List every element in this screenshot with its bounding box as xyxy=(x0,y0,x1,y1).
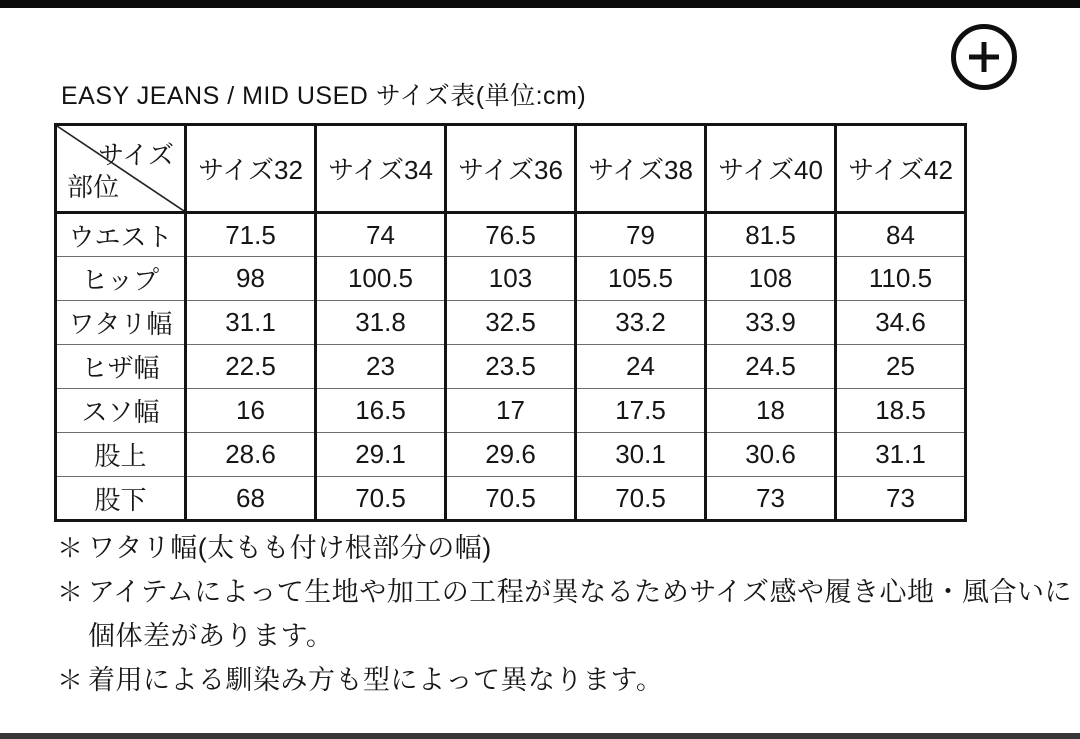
page-title: EASY JEANS / MID USED サイズ表(単位:cm) xyxy=(61,82,587,110)
value-cell: 70.5 xyxy=(446,477,576,521)
value-cell: 105.5 xyxy=(576,257,706,301)
value-cell: 84 xyxy=(836,213,966,257)
value-cell: 33.2 xyxy=(576,301,706,345)
value-cell: 98 xyxy=(186,257,316,301)
value-cell: 79 xyxy=(576,213,706,257)
column-header: サイズ40 xyxy=(706,125,836,213)
row-label: スソ幅 xyxy=(81,397,160,427)
value-cell: 28.6 xyxy=(186,433,316,477)
column-header: サイズ36 xyxy=(446,125,576,213)
table-row xyxy=(56,345,966,389)
value-cell: 29.6 xyxy=(446,433,576,477)
value-cell: 71.5 xyxy=(186,213,316,257)
plus-circle-icon xyxy=(956,29,1012,85)
footnote xyxy=(57,570,1073,658)
value-cell: 31.8 xyxy=(316,301,446,345)
value-cell: 29.1 xyxy=(316,433,446,477)
footnote-line: 着用による馴染み方も型によって異なります。 xyxy=(88,665,664,695)
footnote-asterisk: ＊ xyxy=(57,533,84,563)
table-header-row xyxy=(56,125,966,213)
column-header: サイズ32 xyxy=(186,125,316,213)
size-table xyxy=(54,123,967,522)
footnote-text xyxy=(88,570,1072,658)
footnote-text xyxy=(88,658,663,702)
row-label: ヒザ幅 xyxy=(81,353,160,383)
footnote xyxy=(57,658,1057,702)
footnote-asterisk: ＊ xyxy=(57,577,84,607)
footnote-line: ワタリ幅(太もも付け根部分の幅) xyxy=(88,533,492,563)
value-cell: 25 xyxy=(836,345,966,389)
value-cell: 31.1 xyxy=(186,301,316,345)
value-cell: 30.6 xyxy=(706,433,836,477)
table-corner-cell xyxy=(56,125,186,213)
corner-label-part: 部位 xyxy=(67,172,120,202)
value-cell: 103 xyxy=(446,257,576,301)
table-row xyxy=(56,301,966,345)
row-label: ヒップ xyxy=(81,265,160,295)
column-header: サイズ34 xyxy=(316,125,446,213)
value-cell: 100.5 xyxy=(316,257,446,301)
value-cell: 70.5 xyxy=(316,477,446,521)
row-label: ワタリ幅 xyxy=(68,309,173,339)
row-label: 股下 xyxy=(94,484,147,515)
value-cell: 81.5 xyxy=(706,213,836,257)
footnote-text xyxy=(88,526,492,570)
value-cell: 76.5 xyxy=(446,213,576,257)
letterbox-bottom-bar xyxy=(0,733,1080,739)
value-cell: 108 xyxy=(706,257,836,301)
value-cell: 17 xyxy=(446,389,576,433)
value-cell: 18 xyxy=(706,389,836,433)
value-cell: 18.5 xyxy=(836,389,966,433)
value-cell: 68 xyxy=(186,477,316,521)
expand-image-button[interactable] xyxy=(951,24,1017,90)
table-row xyxy=(56,257,966,301)
value-cell: 16.5 xyxy=(316,389,446,433)
row-label: 股上 xyxy=(94,441,147,471)
corner-label-size: サイズ xyxy=(98,140,174,170)
value-cell: 70.5 xyxy=(576,477,706,521)
footnote-asterisk: ＊ xyxy=(57,665,84,695)
footnote xyxy=(57,526,1057,570)
value-cell: 74 xyxy=(316,213,446,257)
table-row xyxy=(56,477,966,521)
value-cell: 24 xyxy=(576,345,706,389)
column-header: サイズ38 xyxy=(576,125,706,213)
value-cell: 33.9 xyxy=(706,301,836,345)
column-header: サイズ42 xyxy=(836,125,966,213)
table-row xyxy=(56,213,966,257)
value-cell: 22.5 xyxy=(186,345,316,389)
value-cell: 23 xyxy=(316,345,446,389)
value-cell: 34.6 xyxy=(836,301,966,345)
footnote-line: アイテムによって生地や加工の工程が異なるためサイズ感や履き心地・風合いに xyxy=(88,577,1073,607)
footnotes xyxy=(57,526,1073,702)
value-cell: 31.1 xyxy=(836,433,966,477)
table-row xyxy=(56,433,966,477)
value-cell: 73 xyxy=(836,477,966,521)
value-cell: 17.5 xyxy=(576,389,706,433)
value-cell: 16 xyxy=(186,389,316,433)
row-label: ウエスト xyxy=(68,221,173,252)
value-cell: 110.5 xyxy=(836,257,966,301)
value-cell: 24.5 xyxy=(706,345,836,389)
value-cell: 32.5 xyxy=(446,301,576,345)
footnote-line: 個体差があります。 xyxy=(88,621,334,651)
letterbox-top-bar xyxy=(0,0,1080,8)
value-cell: 23.5 xyxy=(446,345,576,389)
value-cell: 73 xyxy=(706,477,836,521)
value-cell: 30.1 xyxy=(576,433,706,477)
table-row xyxy=(56,389,966,433)
